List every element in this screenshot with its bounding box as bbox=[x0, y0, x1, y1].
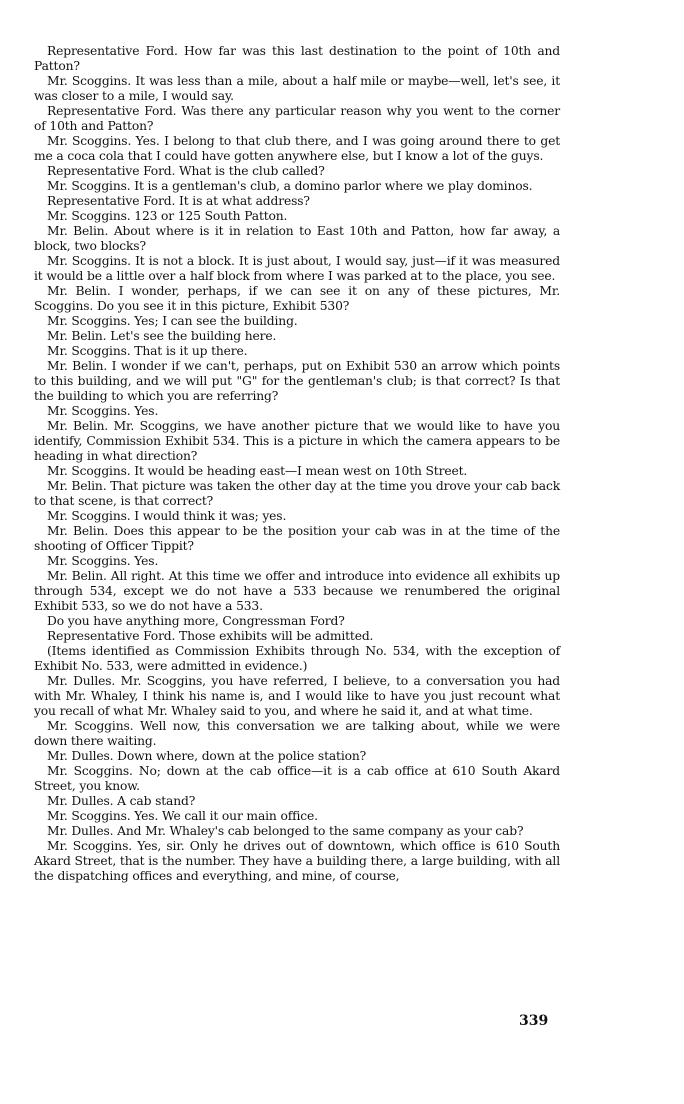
transcript-paragraph: Mr. Belin. Does this appear to be the position your cab was in at the time of the shooting of Officer Tippit? bbox=[34, 524, 560, 553]
transcript-paragraph: Mr. Scoggins. Yes. bbox=[47, 554, 159, 568]
transcript-paragraph: Mr. Scoggins. No; down at the cab office—it is a cab office at 610 South Akard Street, you know. bbox=[34, 764, 560, 793]
transcript-paragraph: Mr. Scoggins. Yes; I can see the building. bbox=[47, 314, 298, 328]
transcript-paragraph: Representative Ford. It is at what address? bbox=[47, 194, 310, 208]
transcript-paragraph: Representative Ford. Those exhibits will be admitted. bbox=[47, 629, 374, 643]
transcript-paragraph: Mr. Scoggins. It is a gentleman's club, a domino parlor where we play dominos. bbox=[47, 179, 533, 193]
transcript-paragraph: Mr. Scoggins. I would think it was; yes. bbox=[47, 509, 287, 523]
transcript-paragraph: Mr. Scoggins. Well now, this conversation we are talking about, while we were down there waiting. bbox=[34, 719, 560, 748]
transcript-paragraph: Representative Ford. How far was this last destination to the point of 10th and Patton? bbox=[34, 44, 560, 73]
transcript-paragraph: Mr. Dulles. And Mr. Whaley's cab belonged to the same company as your cab? bbox=[47, 824, 524, 838]
transcript-paragraph: Mr. Scoggins. Yes. I belong to that club there, and I was going around there to get me a coca cola that I could have gotten anywhere else, but I know a lot of the guys. bbox=[34, 134, 560, 163]
transcript-paragraph: Mr. Scoggins. That is it up there. bbox=[47, 344, 248, 358]
transcript-paragraph: Mr. Scoggins. It is not a block. It is just about, I would say, just—if it was measured it would be a little over a half block from where I was parked at to the place, you see. bbox=[34, 254, 560, 283]
transcript-paragraph: Mr. Belin. Mr. Scoggins, we have another picture that we would like to have you identify, Commission Exhibit 534. This is a picture in which the camera appears to be heading in what direction? bbox=[34, 419, 560, 463]
transcript-body bbox=[34, 44, 560, 884]
transcript-paragraph: Representative Ford. Was there any particular reason why you went to the corner of 10th and Patton? bbox=[34, 104, 560, 133]
transcript-paragraph: Mr. Scoggins. Yes, sir. Only he drives out of downtown, which office is 610 South Akard Street, that is the number. They have a building there, a large building, with all the dispatching offices and everything, and mine, of course, bbox=[34, 839, 560, 883]
transcript-paragraph: Mr. Scoggins. It was less than a mile, about a half mile or maybe—well, let's see, it was closer to a mile, I would say. bbox=[34, 74, 560, 103]
page-number: 339 bbox=[519, 1013, 549, 1029]
transcript-paragraph: Mr. Dulles. Mr. Scoggins, you have referred, I believe, to a conversation you had with Mr. Whaley, I think his name is, and I would like to have you just recount what you recall of what Mr. Whaley said to you, and where he said it, and at what time. bbox=[34, 674, 560, 718]
transcript-paragraph: Mr. Scoggins. 123 or 125 South Patton. bbox=[47, 209, 288, 223]
transcript-paragraph: Mr. Dulles. A cab stand? bbox=[47, 794, 196, 808]
transcript-paragraph: Mr. Dulles. Down where, down at the police station? bbox=[47, 749, 367, 763]
transcript-paragraph: Mr. Belin. About where is it in relation to East 10th and Patton, how far away, a block, two blocks? bbox=[34, 224, 560, 253]
transcript-paragraph: (Items identified as Commission Exhibits through No. 534, with the exception of Exhibit No. 533, were admitted in evidence.) bbox=[34, 644, 560, 673]
transcript-paragraph: Representative Ford. What is the club called? bbox=[47, 164, 325, 178]
transcript-paragraph: Mr. Scoggins. Yes. We call it our main office. bbox=[47, 809, 318, 823]
transcript-paragraph: Mr. Belin. I wonder if we can't, perhaps, put on Exhibit 530 an arrow which points to this building, and we will put "G" for the gentleman's club; is that correct? Is that the building to which you are referring? bbox=[34, 359, 560, 403]
transcript-paragraph: Mr. Scoggins. Yes. bbox=[47, 404, 159, 418]
transcript-paragraph: Mr. Belin. All right. At this time we offer and introduce into evidence all exhibits up through 534, except we do not have a 533 because we renumbered the original Exhibit 533, so we do not have a 533. bbox=[34, 569, 560, 613]
transcript-paragraph: Mr. Belin. That picture was taken the other day at the time you drove your cab back to that scene, is that correct? bbox=[34, 479, 560, 508]
transcript-paragraph: Mr. Belin. Let's see the building here. bbox=[47, 329, 277, 343]
transcript-paragraph: Mr. Scoggins. It would be heading east—I mean west on 10th Street. bbox=[47, 464, 468, 478]
transcript-paragraph: Do you have anything more, Congressman Ford? bbox=[47, 614, 345, 628]
transcript-paragraph: Mr. Belin. I wonder, perhaps, if we can see it on any of these pictures, Mr. Scoggins. Do you see it in this picture, Exhibit 530? bbox=[34, 284, 560, 313]
